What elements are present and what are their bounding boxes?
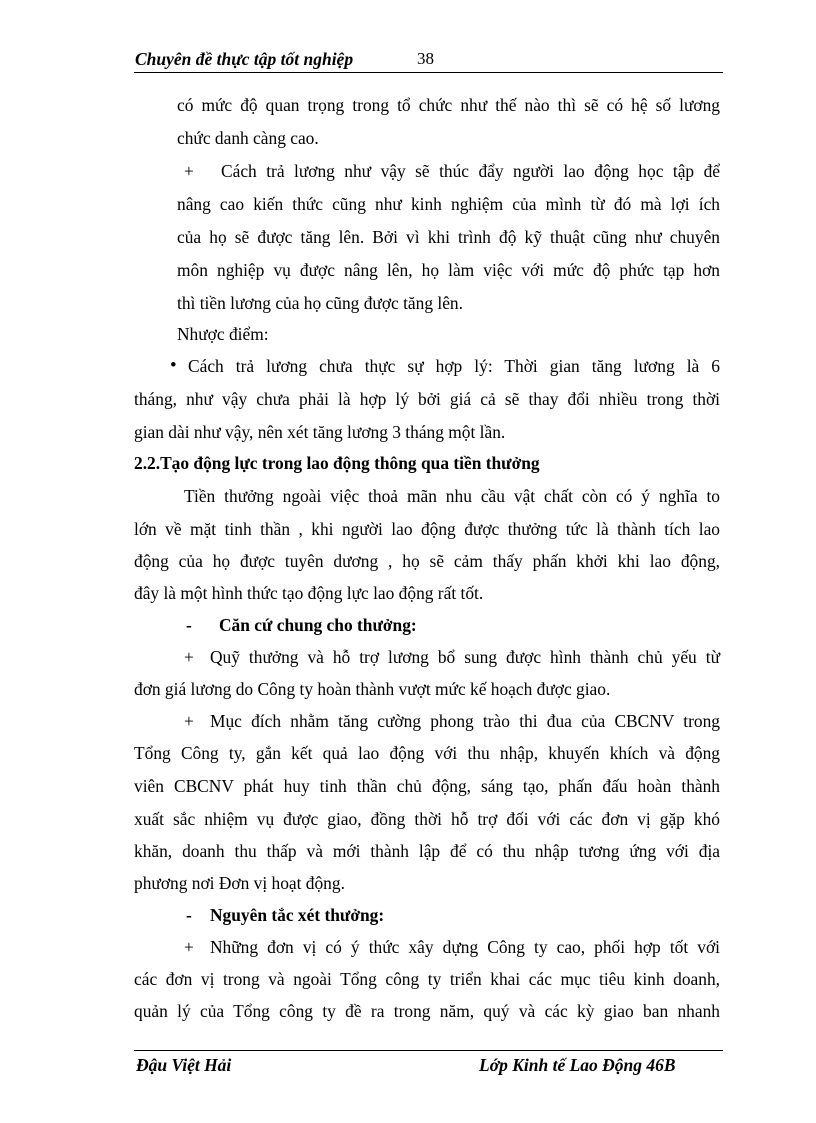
subheading-bonus-basis: Căn cứ chung cho thưởng: [219,615,417,635]
body-line-20: Mục đích nhằm tăng cường phong trào thi đua của CBCNV trong [210,711,720,731]
body-line-9: Cách trả lương chưa thực sự hợp lý: Thời gian tăng lương là 6 [188,356,720,376]
body-line-4: nâng cao kiến thức cũng như kinh nghiệm của mình từ đó mà lợi ích [177,194,720,214]
bullet-plus-3: + [184,711,194,731]
body-line-14: lớn về mặt tinh thần , khi người lao động được thưởng tức là thành tích lao [134,519,720,539]
body-line-2: chức danh càng cao. [177,128,319,148]
bullet-plus-2: + [184,647,194,667]
page-footer [134,1050,723,1075]
bullet-dot: • [170,355,177,376]
subheading-bonus-principles: Nguyên tắc xét thưởng: [210,905,385,925]
document-title: Chuyên đề thực tập tốt nghiệp [135,49,354,69]
subheading-disadvantages: Nhược điểm: [177,324,269,344]
body-line-16: đây là một hình thức tạo động lực lao động rất tốt. [134,583,484,603]
body-line-19: đơn giá lương do Công ty hoàn thành vượt mức kế hoạch được giao. [134,679,611,699]
body-line-24: khăn, doanh thu thấp và mới thành lập để có thu nhập tương ứng với địa [134,841,720,861]
body-line-13: Tiền thưởng ngoài việc thoả mãn nhu cầu vật chất còn có ý nghĩa to [184,486,720,506]
body-line-25: phương nơi Đơn vị hoạt động. [134,873,345,893]
body-line-15: động của họ được tuyên dương , họ sẽ cảm thấy phấn khởi khi lao động, [134,551,720,571]
body-line-23: xuất sắc nhiệm vụ được giao, đồng thời hỗ trợ đối với các đơn vị gặp khó [134,809,720,829]
class-name: Lớp Kinh tế Lao Động 46B [479,1055,676,1075]
bullet-plus-1: + [184,161,194,181]
bullet-plus-4: + [184,937,194,957]
body-line-7: thì tiền lương của họ cũng được tăng lên. [177,293,463,313]
body-line-5: của họ sẽ được tăng lên. Bởi vì khi trình độ kỹ thuật cũng như chuyên [177,227,720,247]
body-line-18: Quỹ thưởng và hỗ trợ lương bổ sung được hình thành chủ yếu từ [210,647,720,667]
body-line-28: các đơn vị trong và ngoài Tổng công ty triển khai các mục tiêu kinh doanh, [134,969,720,989]
dash-mark-2: - [186,905,192,925]
body-line-21: Tổng Công ty, gắn kết quả lao động với thu nhập, khuyến khích và động [134,743,720,763]
body-line-29: quản lý của Tổng công ty đề ra trong năm, quý và các kỳ giao ban nhanh [134,1001,720,1021]
body-line-1: có mức độ quan trọng trong tổ chức như thế nào thì sẽ có hệ số lương [177,95,720,115]
section-heading-2-2: 2.2.Tạo động lực trong lao động thông qua tiền thưởng [134,453,540,473]
dash-mark-1: - [186,615,192,635]
body-line-27: Những đơn vị có ý thức xây dựng Công ty cao, phối hợp tốt với [210,937,720,957]
body-line-10: tháng, như vậy chưa phải là hợp lý bởi giá cả sẽ thay đổi nhiều trong thời [134,389,720,409]
body-line-11: gian dài như vậy, nên xét tăng lương 3 tháng một lần. [134,422,506,442]
author-name: Đậu Việt Hải [136,1055,232,1075]
body-line-22: viên CBCNV phát huy tinh thần chủ động, sáng tạo, phấn đấu hoàn thành [134,776,720,796]
page-header [134,46,723,73]
body-line-3: Cách trả lương như vậy sẽ thúc đẩy người lao động học tập để [221,161,720,181]
body-line-6: môn nghiệp vụ được nâng lên, họ làm việc với mức độ phức tạp hơn [177,260,720,280]
page-number: 38 [417,49,434,68]
